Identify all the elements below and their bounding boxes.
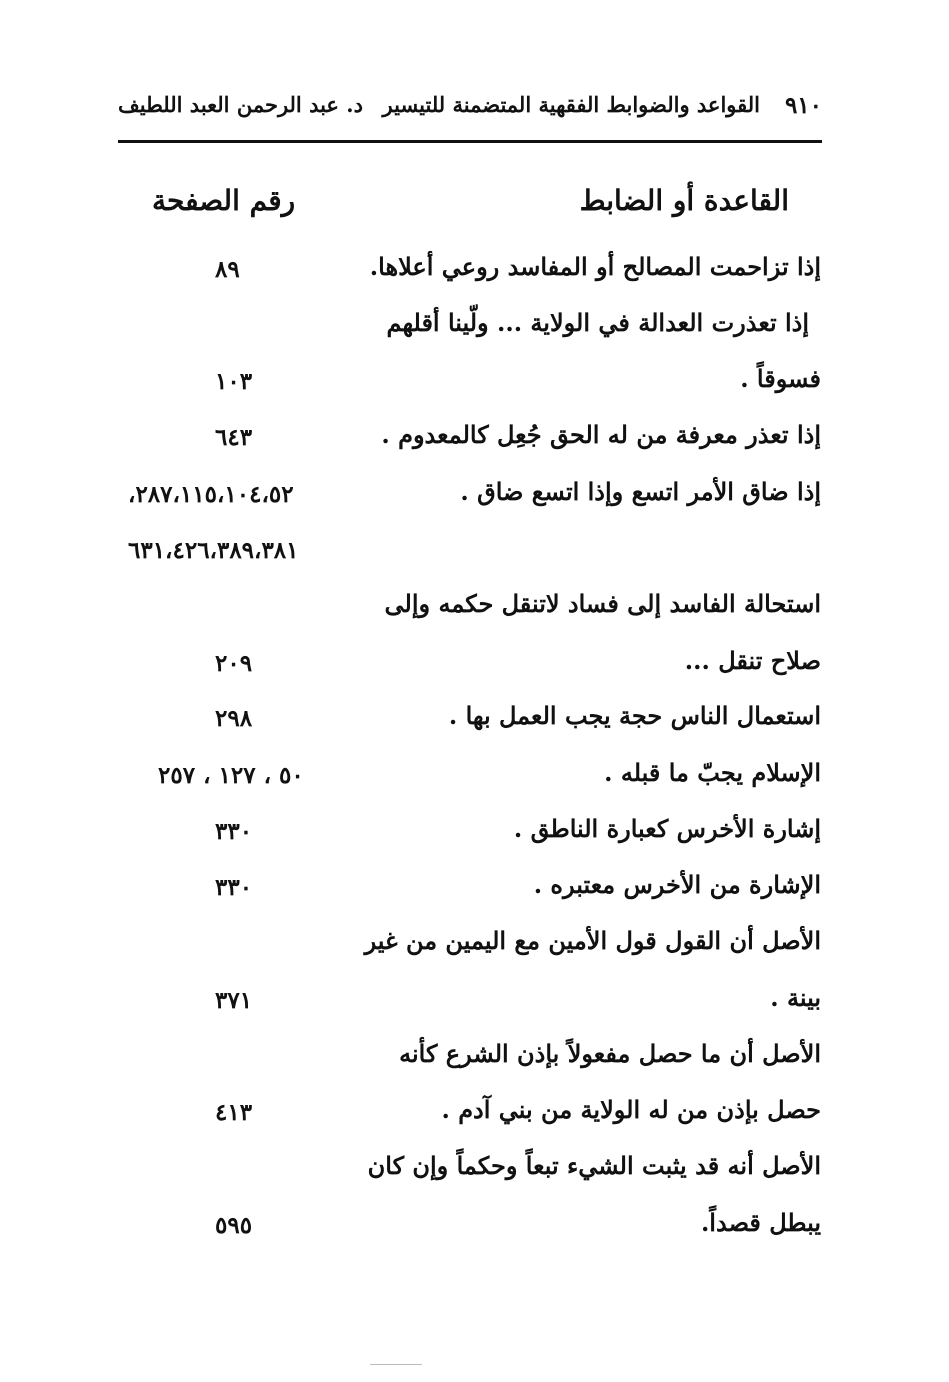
scan-mark <box>370 1364 422 1365</box>
entry-pages: ٦٤٣ <box>215 424 253 451</box>
entry-line: إذا تزاحمت المصالح أو المفاسد روعي أعلاها. <box>369 252 821 281</box>
entry-pages: ٤١٣ <box>215 1099 253 1126</box>
running-header <box>118 92 822 132</box>
author-name: د. عبد الرحمن العبد اللطيف <box>118 92 363 117</box>
entry-pages: ٥٠ ، ١٢٧ ، ٢٥٧ <box>158 762 304 789</box>
entry-pages: ٦٣١،٤٢٦،٣٨٩،٣٨١ <box>128 537 299 564</box>
entry-line: الإشارة من الأخرس معتبره . <box>533 870 821 899</box>
entry-line: بينة . <box>770 983 821 1012</box>
entry-line: استحالة الفاسد إلى فساد لاتنقل حكمه وإلى <box>384 589 821 618</box>
page-column-heading: رقم الصفحة <box>152 184 296 217</box>
entry-line: الأصل أنه قد يثبت الشيء تبعاً وحكماً وإن كان <box>367 1151 821 1180</box>
entry-pages: ٢٩٨ <box>215 705 253 732</box>
entry-pages: ٥٩٥ <box>215 1212 253 1239</box>
entry-line: فسوقاً . <box>740 364 821 393</box>
entry-pages: ١٠٣ <box>215 368 253 395</box>
entry-pages: ٣٣٠ <box>215 874 253 901</box>
header-rule <box>118 140 822 143</box>
entry-pages: ٣٣٠ <box>215 818 253 845</box>
entry-line: استعمال الناس حجة يجب العمل بها . <box>448 701 821 730</box>
page-number: ٩١٠ <box>784 92 822 119</box>
entry-pages: ٢٨٧،١١٥،١٠٤،٥٢، <box>128 481 294 508</box>
entry-line: الأصل أن القول قول الأمين مع اليمين من غير <box>364 926 821 955</box>
rule-column-heading: القاعدة أو الضابط <box>579 184 789 217</box>
entry-line: الإسلام يجبّ ما قبله . <box>604 758 821 787</box>
book-title: القواعد والضوابط الفقهية المتضمنة للتيسير <box>382 92 760 117</box>
entry-line: يبطل قصداً. <box>700 1208 821 1237</box>
entry-pages: ٢٠٩ <box>215 650 253 677</box>
entry-line: إشارة الأخرس كعبارة الناطق . <box>513 814 821 843</box>
entry-line: إذا ضاق الأمر اتسع وإذا اتسع ضاق . <box>460 477 821 506</box>
entry-line: إذا تعذرت العدالة في الولاية ... ولّينا أقلهم <box>386 308 809 337</box>
entry-line: حصل بإذن من له الولاية من بني آدم . <box>441 1095 821 1124</box>
entry-line: إذا تعذر معرفة من له الحق جُعِل كالمعدوم . <box>381 420 821 449</box>
entry-line: صلاح تنقل ... <box>684 646 821 675</box>
entry-line: الأصل أن ما حصل مفعولاً بإذن الشرع كأنه <box>399 1039 821 1068</box>
entry-pages: ٨٩ <box>215 256 240 283</box>
entry-pages: ٣٧١ <box>215 987 253 1014</box>
